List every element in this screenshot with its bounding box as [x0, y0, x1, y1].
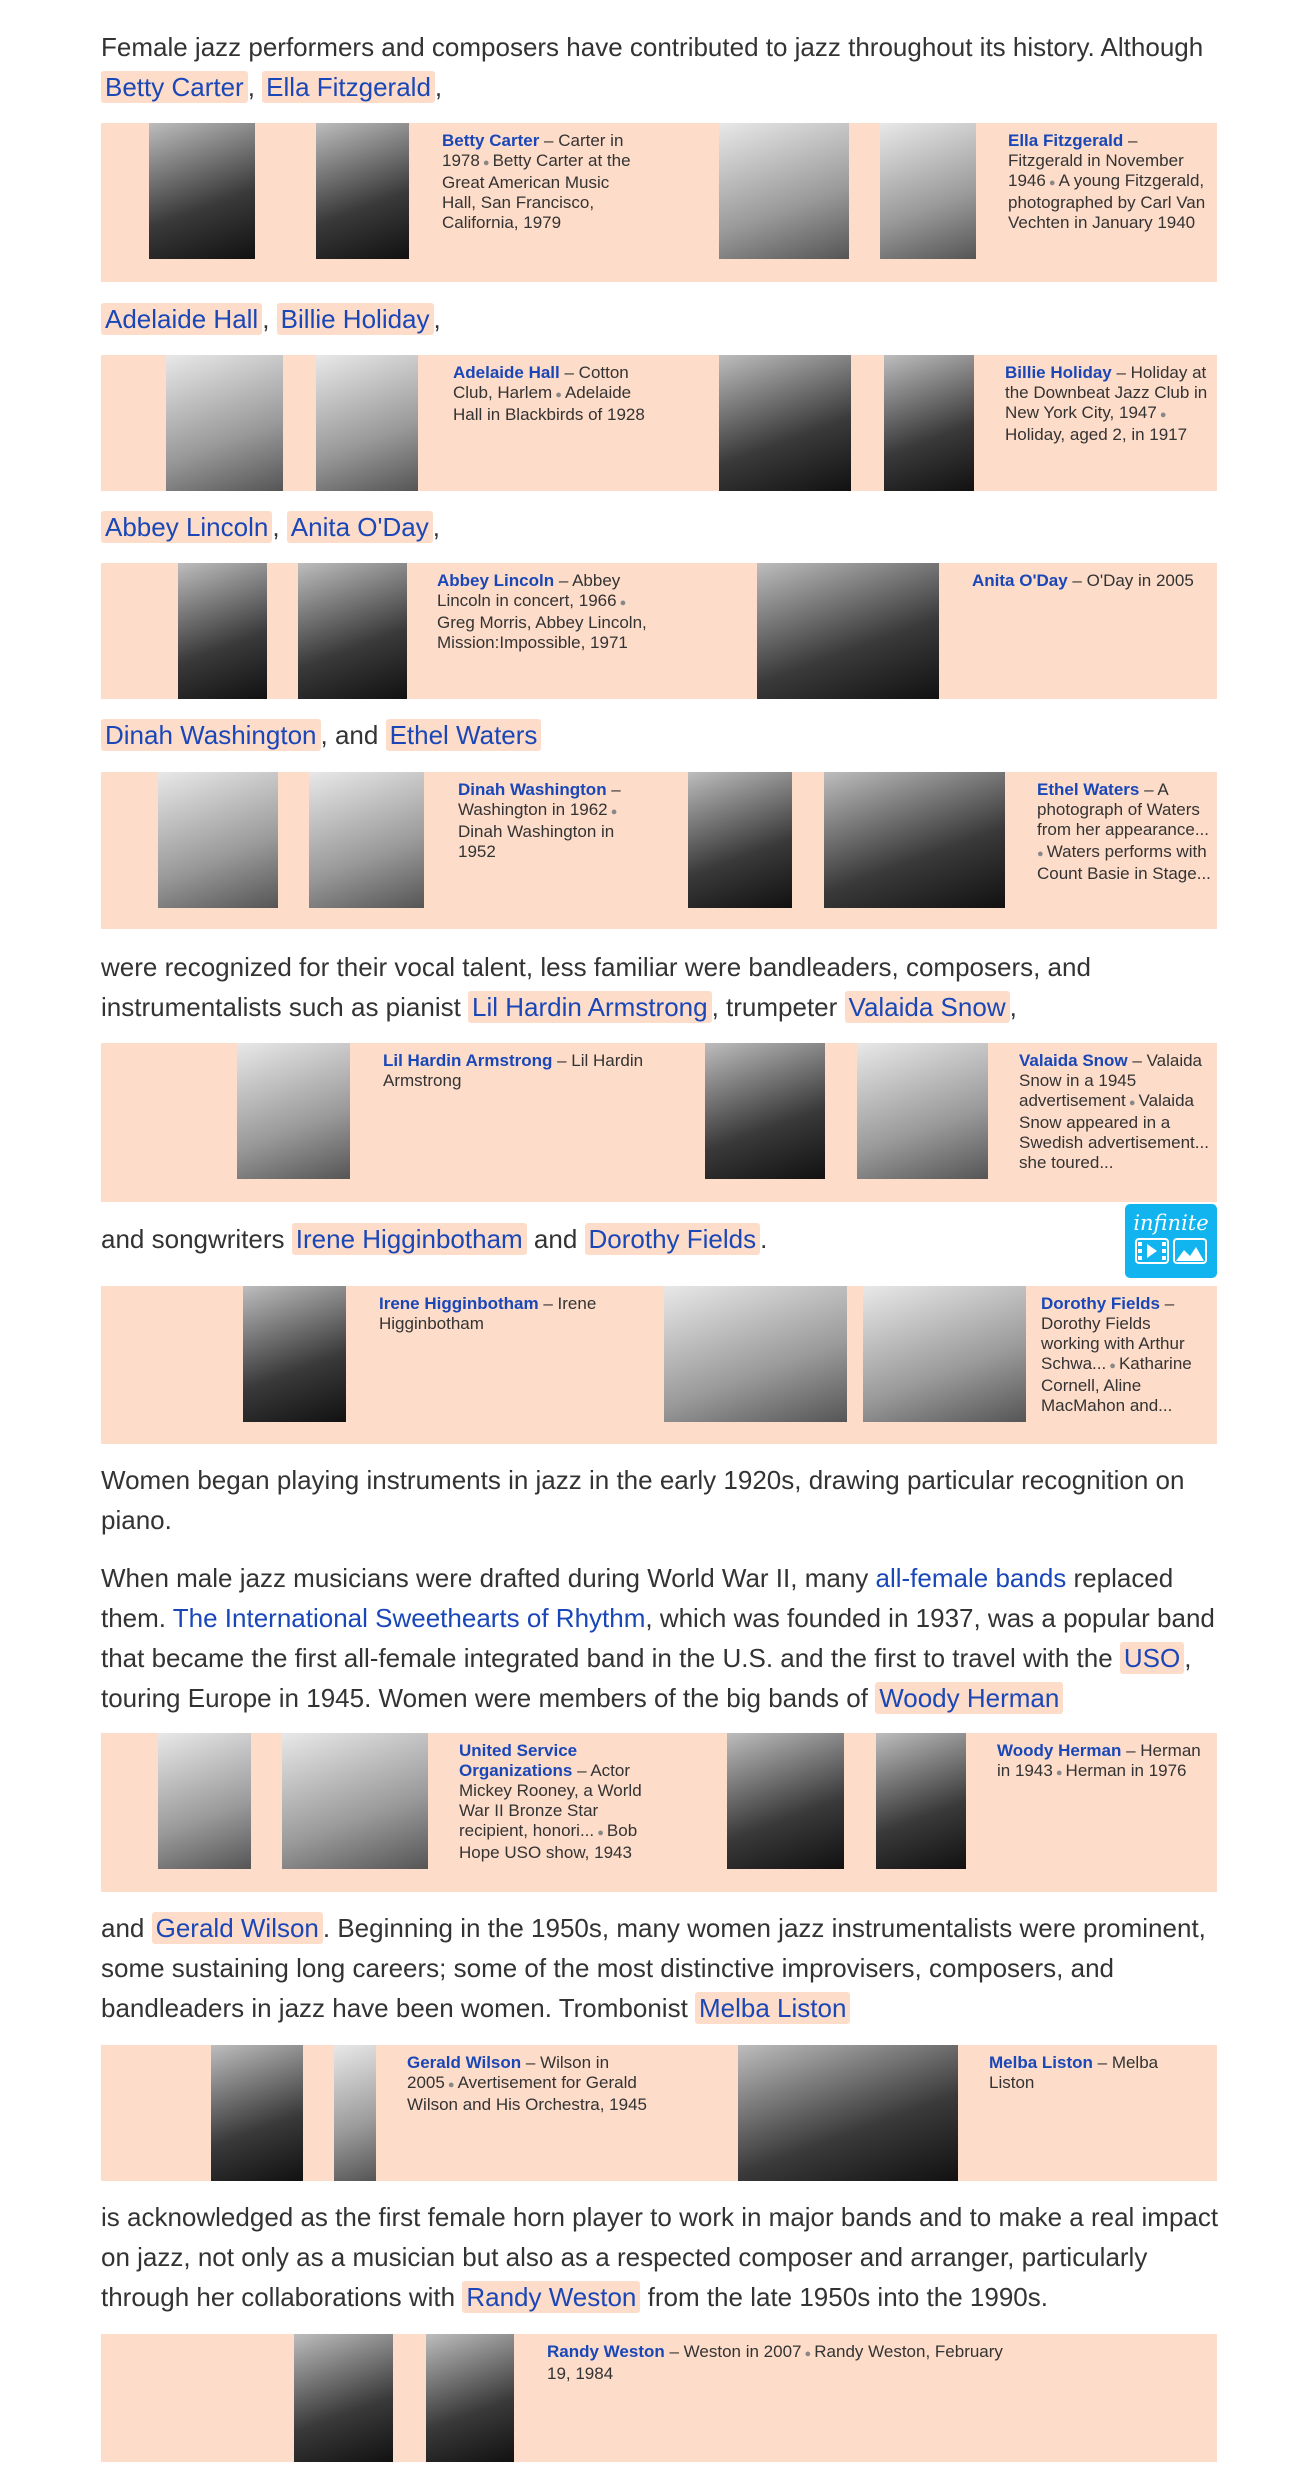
separator-dot: ● — [1125, 1097, 1139, 1109]
caption-text: Dinah Washington in 1952 — [458, 822, 615, 861]
text-segment: , — [434, 72, 443, 102]
image-panel — [101, 1286, 1217, 1444]
entity-link[interactable]: Ella Fitzgerald — [262, 71, 435, 103]
entity-link[interactable]: Irene Higginbotham — [292, 1223, 527, 1255]
text-segment: Women began playing instruments in jazz in the early 1920s, drawing particular recognition on — [101, 1465, 1185, 1495]
caption-title-link[interactable]: Valaida Snow — [1019, 1051, 1128, 1070]
caption: Woody Herman – Herman in 1943 ● Herman in 1976 — [997, 1741, 1201, 1780]
caption-text: Lil Hardin Armstrong — [383, 1051, 644, 1090]
caption-title-link[interactable]: Anita O'Day — [972, 571, 1068, 590]
text-segment: , — [1009, 992, 1017, 1022]
photo[interactable] — [158, 1733, 251, 1869]
text-segment: them. — [101, 1603, 173, 1633]
caption-text: Herman in 1943 — [997, 1741, 1201, 1780]
caption-text: Fitzgerald in November 1946 — [1008, 151, 1184, 190]
separator-dot: ● — [594, 1827, 607, 1839]
photo[interactable] — [149, 123, 255, 259]
caption-title-link[interactable]: United Service Organizations — [459, 1741, 578, 1780]
photo[interactable] — [158, 772, 278, 908]
caption-title-link[interactable]: Lil Hardin Armstrong — [383, 1051, 553, 1070]
entity-link[interactable]: USO — [1120, 1642, 1184, 1674]
photo[interactable] — [294, 2334, 393, 2462]
video-icon — [1135, 1238, 1169, 1264]
photo[interactable] — [298, 563, 407, 699]
text-segment: . — [760, 1224, 768, 1254]
paragraph — [101, 507, 1231, 547]
caption-title-link[interactable]: Abbey Lincoln — [437, 571, 555, 590]
text-segment: is acknowledged as the first female horn player to work in major bands and to make a real impact — [101, 2202, 1219, 2232]
separator-dot: ● — [1156, 409, 1167, 421]
caption-text: Bob Hope USO show, 1943 — [459, 1821, 638, 1862]
paragraph — [101, 1460, 1231, 1540]
separator-dot: ● — [552, 389, 565, 401]
separator-dot: ● — [1052, 1767, 1066, 1779]
caption-text: Herman in 1976 — [1065, 1761, 1187, 1780]
badge-label: infinite — [1133, 1211, 1209, 1235]
text-segment: and songwriters — [101, 1224, 292, 1254]
text-segment: , — [433, 304, 441, 334]
separator-dot: ● — [1037, 848, 1047, 860]
entity-link[interactable]: Anita O'Day — [287, 511, 433, 543]
photo[interactable] — [880, 123, 976, 259]
caption: Lil Hardin Armstrong – Lil Hardin Armstrong — [383, 1051, 644, 1090]
entity-link[interactable]: Valaida Snow — [845, 991, 1010, 1023]
caption: Dorothy Fields – Dorothy Fields working with Arthur Schwa... ● Katharine Cornell, Aline MacMahon and... — [1041, 1294, 1192, 1415]
caption: Valaida Snow – Valaida Snow in a 1945 advertisement ● Valaida Snow appeared in a Swedish advertisement... she toured... — [1019, 1051, 1209, 1172]
photo[interactable] — [719, 123, 849, 259]
text-segment: When male jazz musicians were drafted during World War II, many — [101, 1563, 876, 1593]
caption: Betty Carter – Carter in 1978 ● Betty Carter at the Great American Music Hall, San Francisco, California, 1979 — [442, 131, 631, 232]
infinite-badge[interactable] — [1125, 1204, 1217, 1278]
text-segment: were recognized for their vocal talent, less familiar were bandleaders, composers, and — [101, 952, 1091, 982]
image-panel — [101, 563, 1217, 699]
caption: Melba Liston – Melba Liston — [989, 2053, 1159, 2092]
caption-text: Waters performs with Count Basie in Stage... — [1037, 842, 1211, 883]
text-segment: instrumentalists such as pianist — [101, 992, 469, 1022]
caption-text: A young Fitzgerald, photographed by Carl Van Vechten in January 1940 — [1008, 171, 1206, 232]
caption-title-link[interactable]: Ethel Waters — [1037, 780, 1140, 799]
image-panel — [101, 123, 1217, 282]
paragraph — [101, 947, 1231, 1027]
entity-link[interactable]: Abbey Lincoln — [101, 511, 272, 543]
photo[interactable] — [426, 2334, 514, 2462]
caption: United Service Organizations – Actor Mickey Rooney, a World War II Bronze Star recipient, honori... ● Bob Hope USO show, 1943 — [459, 1741, 642, 1862]
caption-title-link[interactable]: Irene Higginbotham — [379, 1294, 539, 1313]
caption: Ella Fitzgerald – Fitzgerald in November 1946 ● A young Fitzgerald, photographed by Carl Van Vechten in January 1940 — [1008, 131, 1206, 232]
caption-title-link[interactable]: Ella Fitzgerald — [1008, 131, 1124, 150]
text-segment: replaced — [1066, 1563, 1174, 1593]
text-segment: . Beginning in the 1950s, many women jazz instrumentalists were prominent, — [322, 1913, 1206, 1943]
photo[interactable] — [705, 1043, 825, 1179]
photo[interactable] — [876, 1733, 966, 1869]
separator-dot: ● — [607, 806, 618, 818]
entity-link[interactable]: Randy Weston — [462, 2281, 640, 2313]
text-segment: bandleaders in jazz have been women. Trombonist — [101, 1993, 696, 2023]
caption: Dinah Washington – Washington in 1962 ● Dinah Washington in 1952 — [458, 780, 621, 861]
caption: Randy Weston – Weston in 2007 ● Randy Weston, February 19, 1984 — [547, 2342, 1003, 2383]
text-segment: through her collaborations with — [101, 2282, 463, 2312]
text-segment: , — [1184, 1643, 1192, 1673]
paragraph — [101, 1908, 1231, 2028]
text-segment: , and — [320, 720, 386, 750]
text-segment: touring Europe in 1945. Women were members of the big bands of — [101, 1683, 876, 1713]
caption-text: Holiday at the Downbeat Jazz Club in New York City, 1947 — [1005, 363, 1208, 422]
text-segment: , — [272, 512, 287, 542]
entity-link[interactable]: Lil Hardin Armstrong — [468, 991, 712, 1023]
entity-link[interactable]: Melba Liston — [695, 1992, 850, 2024]
entity-link[interactable]: The International Sweethearts of Rhythm — [172, 1603, 646, 1633]
entity-link[interactable]: Dorothy Fields — [585, 1223, 761, 1255]
separator-dot: ● — [444, 2079, 458, 2091]
separator-dot: ● — [1106, 1360, 1119, 1372]
separator-dot: ● — [479, 157, 493, 169]
image-panel — [101, 1733, 1217, 1892]
entity-link[interactable]: Betty Carter — [101, 71, 248, 103]
image-panel — [101, 2045, 1217, 2181]
photo[interactable] — [334, 2045, 376, 2181]
caption: Billie Holiday – Holiday at the Downbeat Jazz Club in New York City, 1947 ● Holiday, aged 2, in 1917 — [1005, 363, 1208, 444]
caption-text: Weston in 2007 — [683, 2342, 802, 2361]
image-panel — [101, 772, 1217, 929]
text-segment: , — [247, 72, 263, 102]
paragraph — [101, 715, 1231, 755]
image-panel — [101, 2334, 1217, 2462]
caption-text: Valaida Snow in a 1945 advertisement — [1019, 1051, 1203, 1110]
photo[interactable] — [211, 2045, 303, 2181]
caption-text: Cotton Club, Harlem — [453, 363, 629, 402]
entity-link[interactable]: Adelaide Hall — [101, 303, 262, 335]
entity-link[interactable]: Billie Holiday — [277, 303, 434, 335]
image-icon — [1173, 1238, 1207, 1264]
caption-text: Dorothy Fields working with Arthur Schwa... — [1041, 1314, 1185, 1373]
text-segment: and — [526, 1224, 585, 1254]
caption-title-link[interactable]: Billie Holiday — [1005, 363, 1112, 382]
caption-text: O'Day in 2005 — [1086, 571, 1194, 590]
caption-text: Melba Liston — [989, 2053, 1159, 2092]
caption-text: Actor Mickey Rooney, a World War II Bronze Star recipient, honori... — [459, 1761, 642, 1840]
caption-title-link[interactable]: Betty Carter — [442, 131, 540, 150]
caption-text: Irene Higginbotham — [379, 1294, 597, 1333]
photo[interactable] — [884, 355, 974, 491]
photo[interactable] — [316, 355, 418, 491]
caption-text: Greg Morris, Abbey Lincoln, Mission:Impossible, 1971 — [437, 613, 647, 652]
entity-link[interactable]: Ethel Waters — [386, 719, 542, 751]
text-segment: , — [432, 512, 440, 542]
text-segment: and — [101, 1913, 152, 1943]
caption-text: A photograph of Waters from her appearance... — [1037, 780, 1209, 839]
caption-text: Washington in 1962 — [458, 800, 608, 819]
photo[interactable] — [824, 772, 1005, 908]
caption-title-link[interactable]: Adelaide Hall — [453, 363, 560, 382]
text-segment: , which was founded in 1937, was a popular band — [645, 1603, 1215, 1633]
caption: Abbey Lincoln – Abbey Lincoln in concert, 1966 ● Greg Morris, Abbey Lincoln, Mission:Impossible, 1971 — [437, 571, 647, 652]
caption-title-link[interactable]: Dorothy Fields — [1041, 1294, 1161, 1313]
text-segment: on jazz, not only as a musician but also as a respected composer and arranger, particularly — [101, 2242, 1148, 2272]
photo[interactable] — [178, 563, 267, 699]
photo[interactable] — [664, 1286, 847, 1422]
text-segment: from the late 1950s into the 1990s. — [640, 2282, 1048, 2312]
entity-link[interactable]: Dinah Washington — [101, 719, 321, 751]
text-segment: piano. — [101, 1505, 172, 1535]
photo[interactable] — [282, 1733, 428, 1869]
caption-text: Holiday, aged 2, in 1917 — [1005, 425, 1188, 444]
caption-text: Wilson in 2005 — [407, 2053, 610, 2092]
photo[interactable] — [738, 2045, 958, 2181]
entity-link[interactable]: all-female bands — [875, 1563, 1067, 1593]
caption-text: Adelaide Hall in Blackbirds of 1928 — [453, 383, 645, 424]
paragraph — [101, 1558, 1231, 1718]
caption-title-link[interactable]: Dinah Washington — [458, 780, 607, 799]
text-segment: , trumpeter — [711, 992, 845, 1022]
separator-dot: ● — [616, 597, 627, 609]
caption: Ethel Waters – A photograph of Waters from her appearance... ● Waters performs with Count Basie in Stage... — [1037, 780, 1211, 883]
photo[interactable] — [243, 1286, 346, 1422]
photo[interactable] — [719, 355, 851, 491]
caption-text: Abbey Lincoln in concert, 1966 — [437, 571, 621, 610]
photo[interactable] — [166, 355, 283, 491]
caption-text: Katharine Cornell, Aline MacMahon and... — [1041, 1354, 1192, 1415]
caption-title-link[interactable]: Woody Herman — [997, 1741, 1122, 1760]
text-segment: Female jazz performers and composers have contributed to jazz throughout its history. Although — [101, 32, 1204, 62]
photo[interactable] — [757, 563, 939, 699]
photo[interactable] — [863, 1286, 1026, 1422]
photo[interactable] — [857, 1043, 988, 1179]
caption-title-link[interactable]: Gerald Wilson — [407, 2053, 522, 2072]
caption: Gerald Wilson – Wilson in 2005 ● Avertisement for Gerald Wilson and His Orchestra, 1945 — [407, 2053, 647, 2114]
image-panel — [101, 355, 1217, 491]
caption: Anita O'Day – O'Day in 2005 — [972, 571, 1194, 590]
caption-title-link[interactable]: Randy Weston — [547, 2342, 665, 2361]
caption: Adelaide Hall – Cotton Club, Harlem ● Adelaide Hall in Blackbirds of 1928 — [453, 363, 645, 424]
paragraph — [101, 299, 1231, 339]
entity-link[interactable]: Woody Herman — [875, 1682, 1063, 1714]
image-panel — [101, 1043, 1217, 1202]
entity-link[interactable]: Gerald Wilson — [152, 1912, 323, 1944]
separator-dot: ● — [801, 2348, 815, 2360]
text-segment: some sustaining long careers; some of the most distinctive improvisers, composers, and — [101, 1953, 1114, 1983]
photo[interactable] — [237, 1043, 350, 1179]
separator-dot: ● — [1045, 177, 1059, 189]
caption-text: Randy Weston, February 19, 1984 — [547, 2342, 1003, 2383]
text-segment: that became the first all-female integrated band in the U.S. and the first to travel with the — [101, 1643, 1120, 1673]
photo[interactable] — [316, 123, 409, 259]
caption-text: Valaida Snow appeared in a Swedish advertisement... she toured... — [1019, 1091, 1209, 1172]
photo[interactable] — [727, 1733, 844, 1869]
paragraph — [101, 2197, 1231, 2317]
photo[interactable] — [688, 772, 792, 908]
paragraph — [101, 27, 1231, 107]
caption-text: Betty Carter at the Great American Music Hall, San Francisco, California, 1979 — [442, 151, 631, 232]
caption: Irene Higginbotham – Irene Higginbotham — [379, 1294, 597, 1333]
text-segment: , — [262, 304, 277, 334]
caption-text: Carter in 1978 — [442, 131, 624, 170]
caption-text: Avertisement for Gerald Wilson and His Orchestra, 1945 — [407, 2073, 647, 2114]
caption-title-link[interactable]: Melba Liston — [989, 2053, 1093, 2072]
photo[interactable] — [309, 772, 424, 908]
paragraph — [101, 1219, 1231, 1259]
